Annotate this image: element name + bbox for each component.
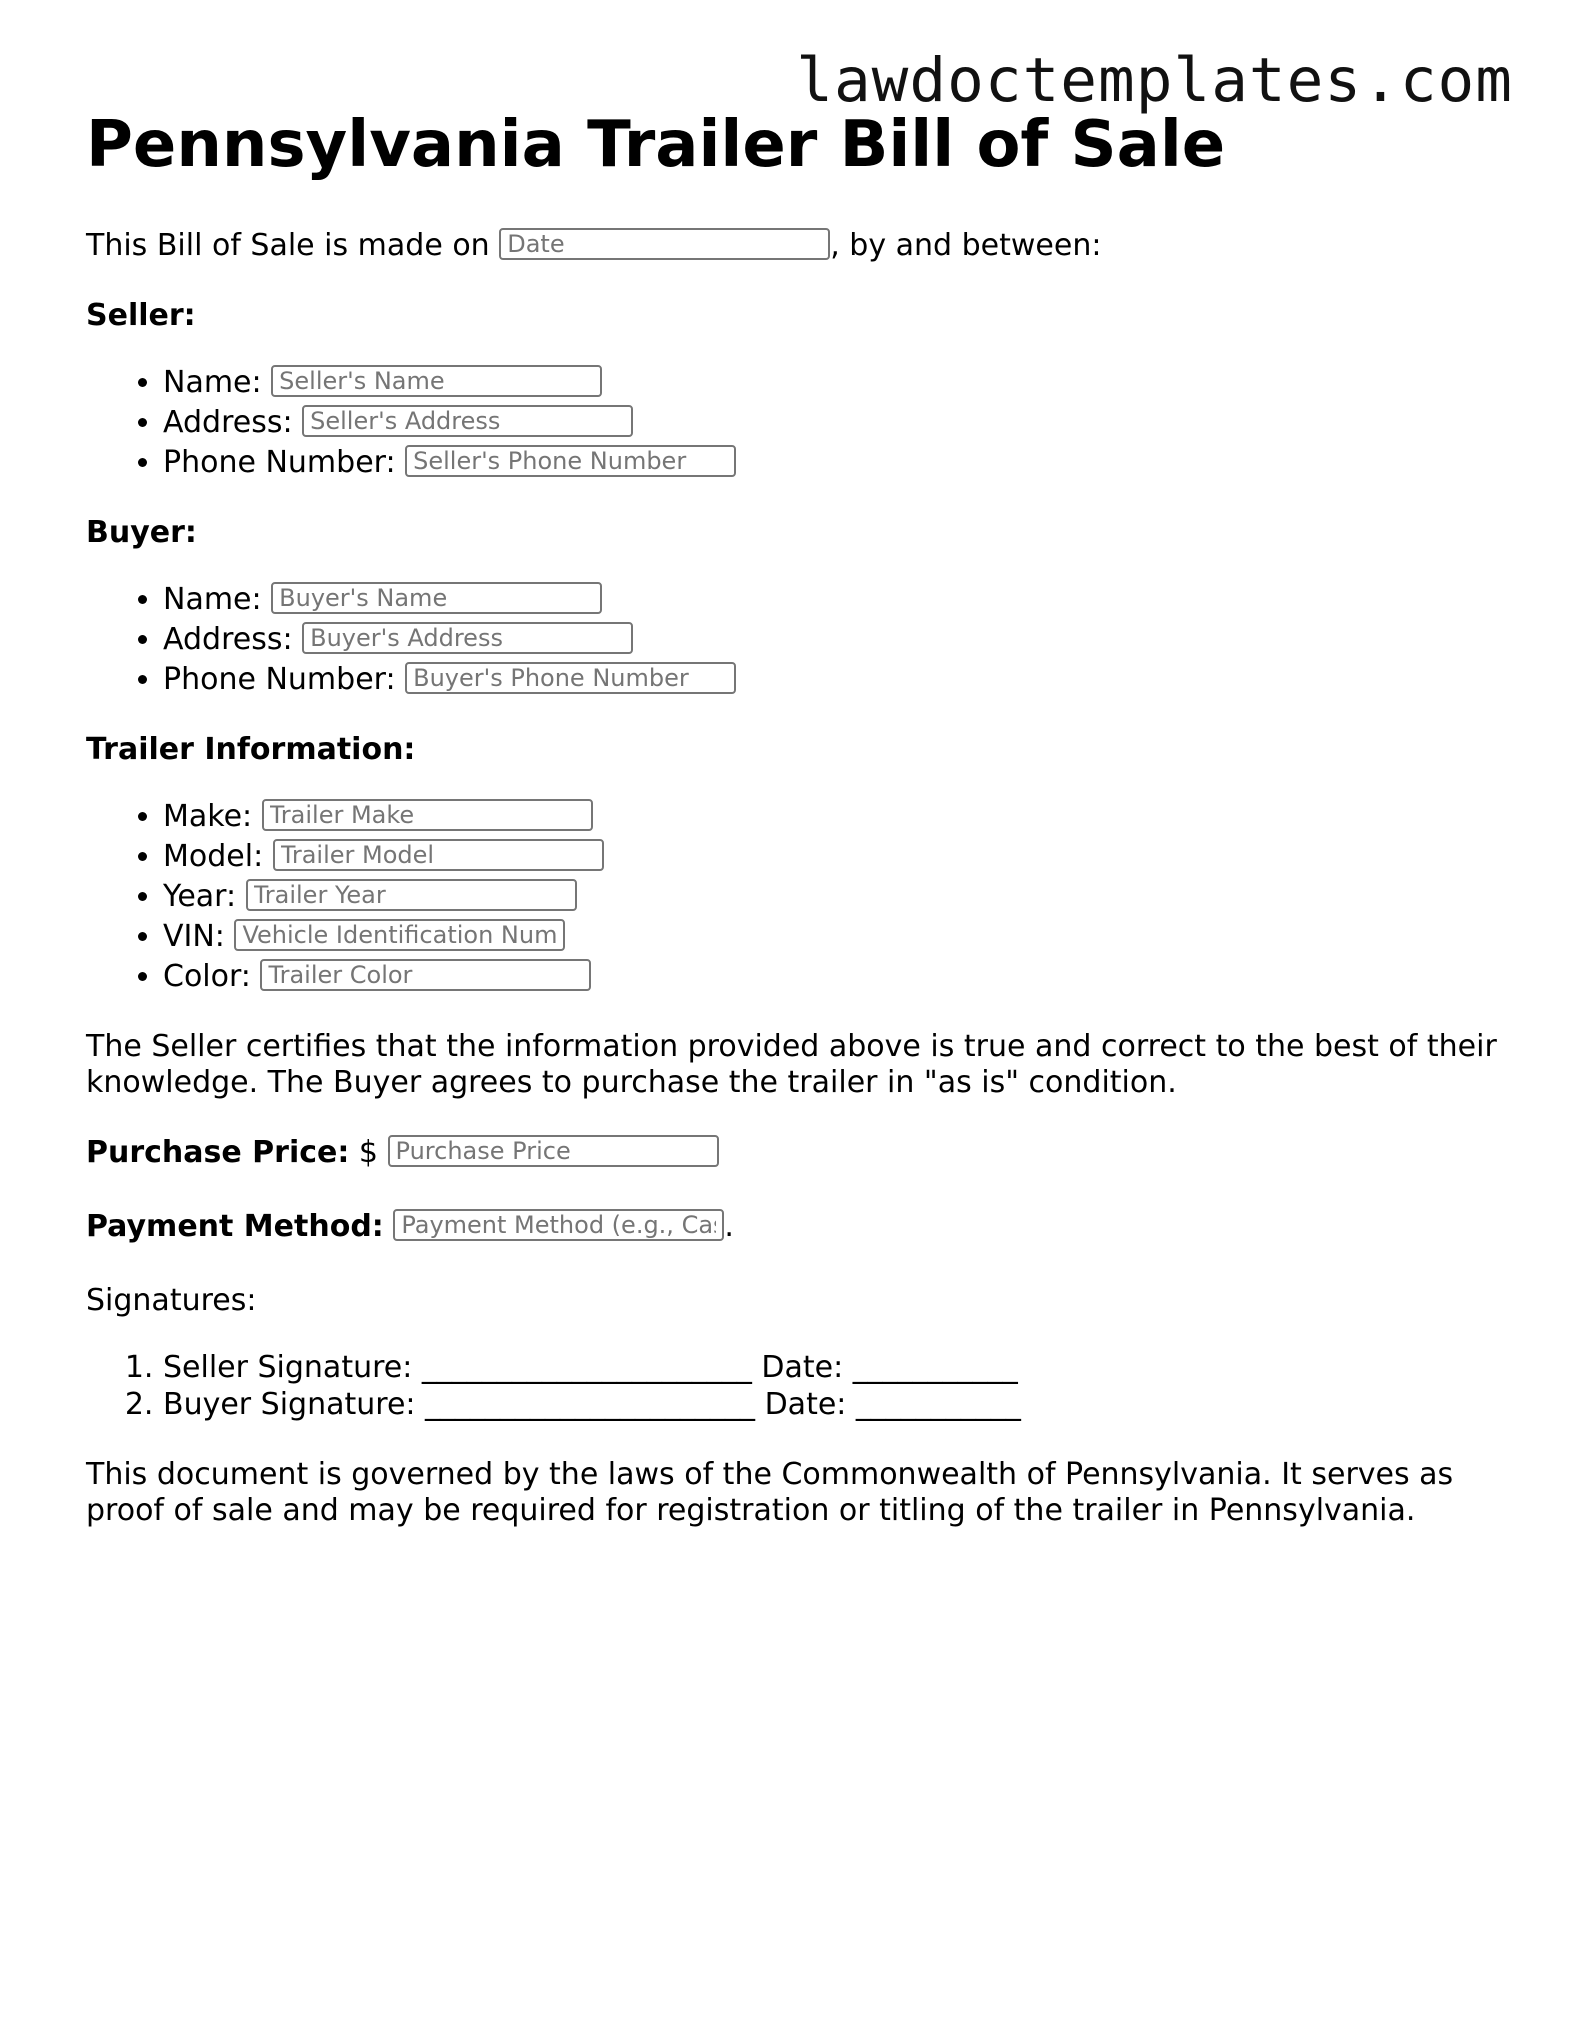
trailer-year-input[interactable] [246, 879, 577, 911]
seller-signature-line: 1. Seller Signature: ______________________ Date: ___________ [163, 1349, 1506, 1386]
intro-line [86, 228, 1506, 264]
trailer-year-label: Year: [163, 879, 246, 915]
trailer-year-item [163, 877, 1506, 917]
buyer-address-input[interactable] [302, 622, 633, 654]
buyer-phone-item [163, 660, 1506, 700]
signatures-heading: Signatures: [86, 1283, 257, 1319]
buyer-heading: Buyer: [86, 515, 197, 551]
trailer-color-label: Color: [163, 959, 261, 995]
buyer-address-item [163, 620, 1506, 660]
trailer-heading: Trailer Information: [86, 732, 416, 768]
governing-law-text: This document is governed by the laws of the Commonwealth of Pennsylvania. It serves as proof of sale and may be required for registration or titling of the trailer in Pennsylvania. [86, 1457, 1454, 1529]
buyer-phone-input[interactable] [405, 662, 736, 694]
seller-address-label: Address: [163, 405, 303, 441]
trailer-vin-input[interactable] [234, 919, 565, 951]
trailer-vin-item [163, 917, 1506, 957]
purchase-price-line [86, 1135, 1506, 1171]
trailer-make-label: Make: [163, 799, 262, 835]
seller-name-label: Name: [163, 365, 272, 401]
purchase-price-label: Purchase Price: [86, 1135, 350, 1171]
intro-suffix: , by and between: [830, 228, 1102, 264]
sale-date-input[interactable] [499, 228, 830, 260]
seller-phone-input[interactable] [405, 445, 736, 477]
payment-method-line [86, 1209, 1506, 1245]
buyer-name-item [163, 580, 1506, 620]
seller-heading: Seller: [86, 298, 196, 334]
seller-name-input[interactable] [271, 365, 602, 397]
trailer-model-item [163, 837, 1506, 877]
buyer-phone-label: Phone Number: [163, 662, 406, 698]
trailer-make-item [163, 797, 1506, 837]
seller-address-input[interactable] [302, 405, 633, 437]
watermark-text: lawdoctemplates.com [796, 45, 1513, 116]
buyer-name-label: Name: [163, 582, 272, 618]
trailer-make-input[interactable] [262, 799, 593, 831]
trailer-color-input[interactable] [260, 959, 591, 991]
currency-symbol: $ [349, 1135, 388, 1171]
buyer-name-input[interactable] [271, 582, 602, 614]
trailer-list [86, 797, 1506, 997]
seller-list [86, 363, 1506, 483]
buyer-address-label: Address: [163, 622, 303, 658]
document-title: Pennsylvania Trailer Bill of Sale [86, 108, 1226, 182]
seller-phone-label: Phone Number: [163, 445, 406, 481]
trailer-model-input[interactable] [273, 839, 604, 871]
seller-phone-item [163, 443, 1506, 483]
payment-suffix: . [724, 1209, 734, 1245]
trailer-color-item [163, 957, 1506, 997]
purchase-price-input[interactable] [388, 1135, 719, 1167]
seller-name-item [163, 363, 1506, 403]
document-page [86, 110, 1506, 1529]
intro-prefix: This Bill of Sale is made on [86, 228, 500, 264]
buyer-signature-line: 2. Buyer Signature: ______________________ Date: ___________ [163, 1386, 1506, 1423]
payment-method-label: Payment Method: [86, 1209, 384, 1245]
payment-method-input[interactable] [393, 1209, 724, 1241]
trailer-model-label: Model: [163, 839, 273, 875]
seller-address-item [163, 403, 1506, 443]
signature-list [86, 1349, 1506, 1423]
trailer-vin-label: VIN: [163, 919, 235, 955]
buyer-list [86, 580, 1506, 700]
certification-text: The Seller certifies that the information provided above is true and correct to the best of their knowledge. The Buyer agrees to purchase the trailer in "as is" condition. [86, 1029, 1497, 1101]
